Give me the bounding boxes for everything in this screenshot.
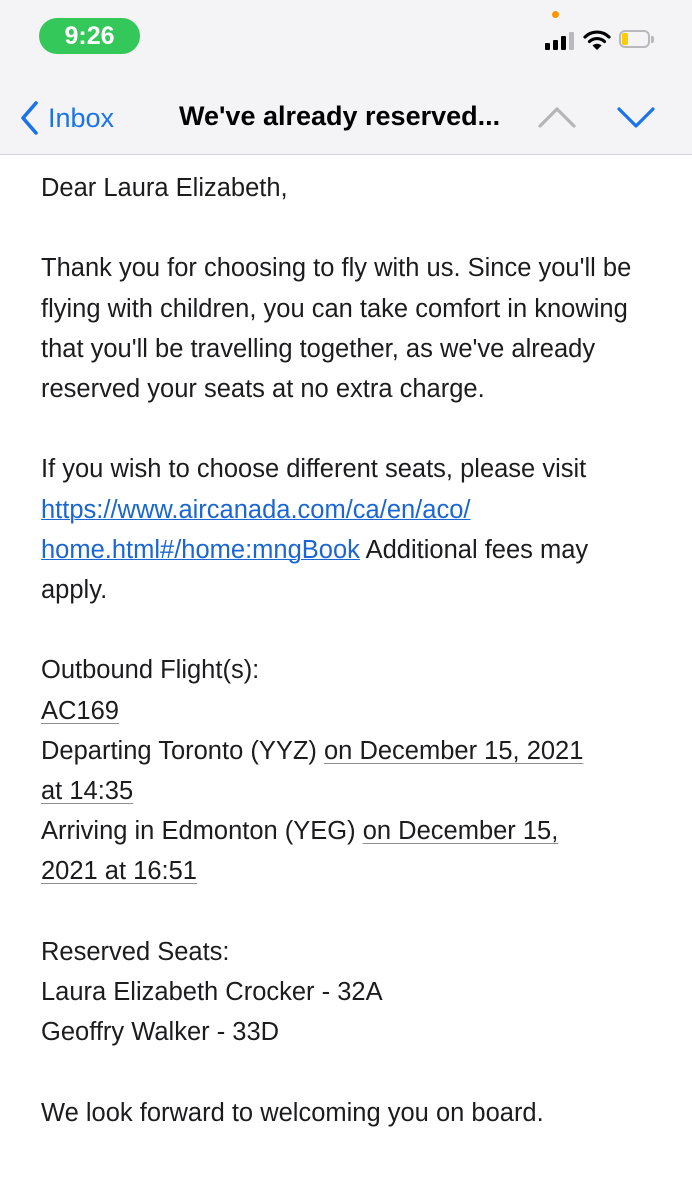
intro-paragraph: Thank you for choosing to fly with us. Since you'll be flying with children, you can take comfort in knowing that you'll be travelling together, as we've already reserved your seats at no extra charge. [41, 254, 632, 403]
status-time[interactable]: 9:26 [39, 18, 140, 54]
battery-icon [619, 30, 655, 50]
seats-heading: Reserved Seats: [41, 937, 230, 966]
departure-label: Departing Toronto (YYZ) [41, 736, 317, 765]
closing-line: We look forward to welcoming you on board. [41, 1098, 544, 1127]
email-subject-title: We've already reserved... [179, 101, 501, 131]
chevron-up-icon[interactable] [537, 104, 577, 130]
change-seats-paragraph [41, 449, 661, 610]
flight-number[interactable]: AC169 [41, 696, 119, 725]
cellular-signal-icon [545, 30, 575, 50]
back-label: Inbox [48, 102, 115, 133]
reserved-seats [41, 932, 661, 1053]
mail-nav-bar [0, 78, 692, 155]
flight-details [41, 650, 661, 891]
status-bar [0, 0, 692, 78]
seat-item: Laura Elizabeth Crocker - 32A [41, 978, 383, 1006]
flight-heading: Outbound Flight(s): [41, 656, 260, 685]
greeting: Dear Laura Elizabeth, [41, 174, 288, 202]
departure-date[interactable]: on December 15, 2021 [324, 736, 584, 765]
change-seats-prefix: If you wish to choose different seats, please visit [41, 455, 587, 484]
email-body [41, 168, 661, 1133]
arrival-label: Arriving in Edmonton (YEG) [41, 817, 356, 846]
seat-item: Geoffry Walker - 33D [41, 1018, 280, 1047]
back-to-inbox-button[interactable] [18, 100, 114, 136]
fees-note: Additional fees may apply. [41, 535, 589, 604]
chevron-down-icon[interactable] [616, 104, 656, 130]
wifi-icon [583, 29, 611, 51]
back-chevron-icon [18, 100, 40, 136]
privacy-indicator-dot [552, 11, 559, 18]
departure-time[interactable]: at 14:35 [41, 777, 134, 805]
manage-booking-link[interactable]: https://www.aircanada.com/ca/en/aco/ home.html#/home:mngBook [41, 495, 471, 564]
arrival-time[interactable]: 2021 at 16:51 [41, 857, 197, 886]
arrival-date[interactable]: on December 15, [362, 817, 559, 846]
